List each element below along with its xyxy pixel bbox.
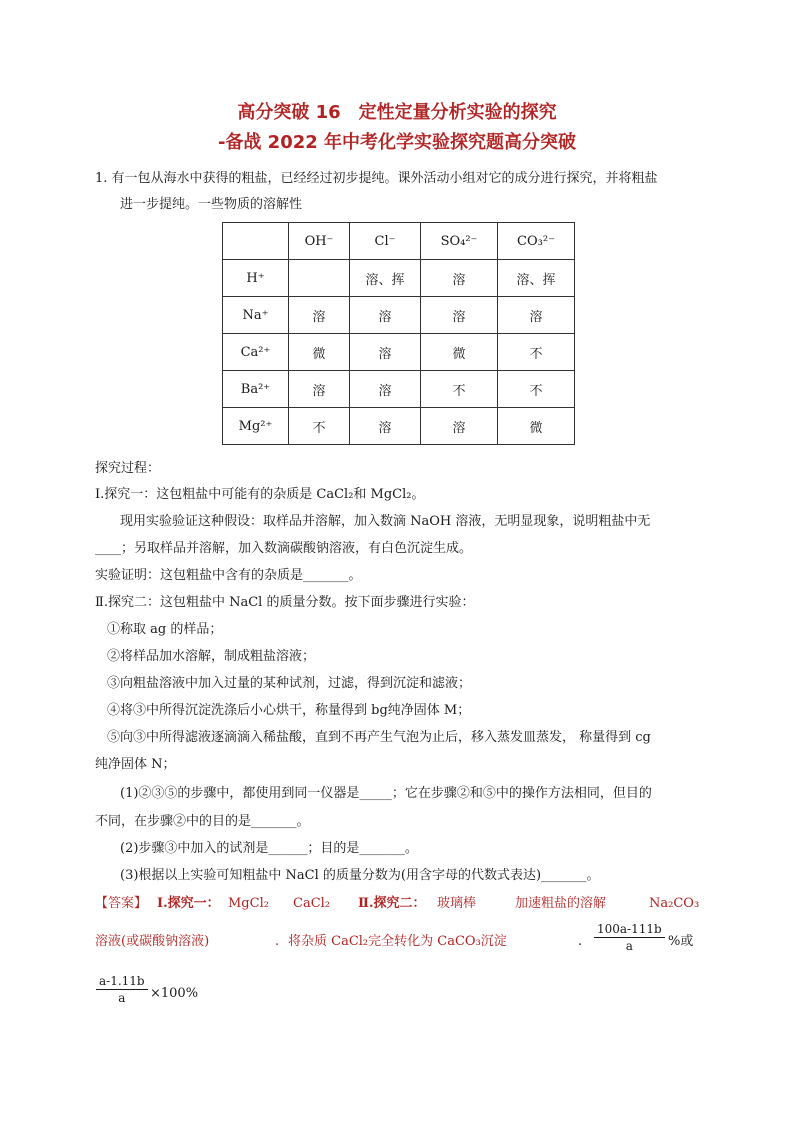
table-cell: 溶、挥 bbox=[498, 260, 575, 297]
list-item: ④将③中所得沉淀洗涤后小心烘干，称量得到 bg纯净固体 M； bbox=[107, 703, 471, 718]
proof-line: 实验证明：这包粗盐中含有的杂质是_______。 bbox=[95, 568, 362, 583]
process-heading: 探究过程： bbox=[95, 461, 161, 476]
table-cell: 溶 bbox=[350, 297, 421, 334]
table-cell bbox=[223, 223, 289, 260]
table-cell: 溶 bbox=[289, 297, 350, 334]
row-ion: Ba²⁺ bbox=[223, 371, 289, 408]
answer-5-line-2: 溶液(或碳酸钠溶液) bbox=[95, 934, 210, 949]
table-cell: 不 bbox=[289, 408, 350, 445]
step-1-line-2: 现用实验验证这种假设：取样品并溶解，加入数滴 NaOH 溶液，无明显现象，说明粗盐中无 bbox=[120, 514, 651, 529]
table-cell: 不 bbox=[421, 371, 498, 408]
row-ion: H⁺ bbox=[223, 260, 289, 297]
answer-4: 加速粗盐的溶解 bbox=[515, 896, 607, 911]
table-cell: 微 bbox=[498, 408, 575, 445]
table-cell: 溶 bbox=[421, 260, 498, 297]
row-ion: Ca²⁺ bbox=[223, 334, 289, 371]
row-ion: Mg²⁺ bbox=[223, 408, 289, 445]
table-header-cell: OH⁻ bbox=[289, 223, 350, 260]
list-item: ③向粗盐溶液中加入过量的某种试剂，过滤，得到沉淀和滤液； bbox=[107, 676, 472, 691]
question-1-line-2: 不同，在步骤②中的目的是_______。 bbox=[95, 814, 310, 829]
step-2: Ⅱ.探究二：这包粗盐中 NaCl 的质量分数。按下面步骤进行实验： bbox=[95, 595, 475, 610]
answer-fraction-1 bbox=[594, 922, 665, 953]
list-item: ①称取 ag 的样品； bbox=[107, 622, 223, 637]
solubility-table bbox=[222, 222, 575, 445]
title-line-1: 高分突破 16 定性定量分析实验的探究 bbox=[237, 102, 557, 123]
table-cell bbox=[289, 260, 350, 297]
answer-1: MgCl₂ bbox=[228, 896, 269, 911]
table-cell: 溶 bbox=[498, 297, 575, 334]
list-item: ②将样品加水溶解，制成粗盐溶液； bbox=[107, 649, 316, 664]
table-cell: 溶 bbox=[421, 408, 498, 445]
table-cell: 溶 bbox=[350, 408, 421, 445]
table-cell: 不 bbox=[498, 371, 575, 408]
question-intro-line-1: 1. 有一包从海水中获得的粗盐，已经经过初步提纯。课外活动小组对它的成分进行探究，并将粗盐 bbox=[95, 171, 658, 186]
table-cell: 溶、挥 bbox=[350, 260, 421, 297]
list-item: ⑤向③中所得滤液逐滴滴入稀盐酸，直到不再产生气泡为止后，移入蒸发皿蒸发， 称量得到 cg bbox=[107, 730, 651, 745]
fraction-2-numerator: a-1.11b bbox=[96, 974, 148, 990]
table-row bbox=[223, 334, 575, 371]
table-cell: 溶 bbox=[421, 297, 498, 334]
question-2: (2)步骤③中加入的试剂是______；目的是_______。 bbox=[120, 841, 418, 856]
answer-5: Na₂CO₃ bbox=[649, 896, 700, 911]
question-3: (3)根据以上实验可知粗盐中 NaCl 的质量分数为(用含字母的代数式表达)_______。 bbox=[120, 868, 600, 883]
answer-part-1-label: Ⅰ.探究一： bbox=[157, 896, 220, 911]
fraction-1-suffix: %或 bbox=[668, 934, 694, 949]
fraction-2-suffix: ×100% bbox=[150, 986, 199, 1001]
table-row bbox=[223, 371, 575, 408]
question-intro-line-2: 进一步提纯。一些物质的溶解性 bbox=[120, 197, 303, 212]
answer-2: CaCl₂ bbox=[293, 896, 331, 911]
fraction-2-denominator: a bbox=[118, 991, 126, 1005]
table-header-row bbox=[223, 223, 575, 260]
table-row bbox=[223, 297, 575, 334]
step-1: Ⅰ.探究一：这包粗盐中可能有的杂质是 CaCl₂和 MgCl₂。 bbox=[95, 487, 425, 502]
table-cell: 微 bbox=[289, 334, 350, 371]
table-cell: 溶 bbox=[350, 334, 421, 371]
item-5-line-2: 纯净固体 N； bbox=[95, 757, 176, 772]
table-header-cell: CO₃²⁻ bbox=[498, 223, 575, 260]
fraction-1-denominator: a bbox=[625, 939, 633, 953]
answer-part-2-label: Ⅱ.探究二： bbox=[358, 896, 426, 911]
table-cell: 溶 bbox=[350, 371, 421, 408]
table-cell: 不 bbox=[498, 334, 575, 371]
table-row bbox=[223, 260, 575, 297]
answer-3: 玻璃棒 bbox=[437, 896, 477, 911]
answer-fraction-2 bbox=[96, 974, 148, 1005]
table-header-cell: Cl⁻ bbox=[350, 223, 421, 260]
fraction-1-numerator: 100a-111b bbox=[594, 922, 665, 938]
table-cell: 微 bbox=[421, 334, 498, 371]
table-header-cell: SO₄²⁻ bbox=[421, 223, 498, 260]
row-ion: Na⁺ bbox=[223, 297, 289, 334]
title-line-2: -备战 2022 年中考化学实验探究题高分突破 bbox=[217, 132, 577, 153]
question-1-line-1: (1)②③⑤的步骤中，都使用到同一仪器是_____；它在步骤②和⑤中的操作方法相同，但目的 bbox=[120, 786, 652, 801]
step-1-line-3: ____；另取样品并溶解，加入数滴碳酸钠溶液，有白色沉淀生成。 bbox=[95, 541, 473, 556]
table-row bbox=[223, 408, 575, 445]
answer-label: 【答案】 bbox=[95, 896, 148, 911]
answer-6: 将杂质 CaCl₂完全转化为 CaCO₃沉淀 bbox=[288, 934, 507, 949]
table-cell: 溶 bbox=[289, 371, 350, 408]
